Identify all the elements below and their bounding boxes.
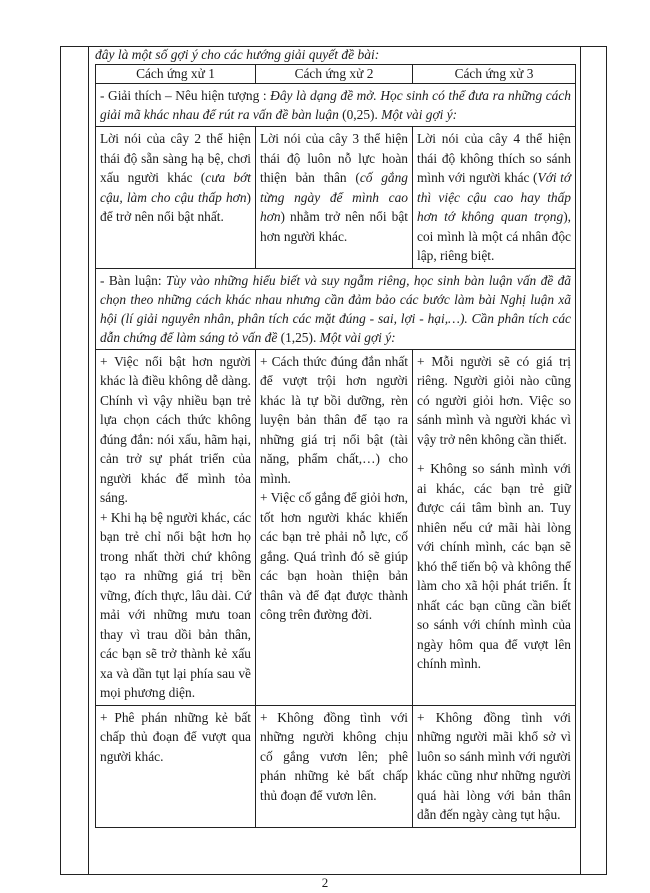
explain-cells-row [96,127,576,269]
discuss-tail: Một vài gợi ý: [319,329,396,345]
answer-table [95,64,576,828]
frame-line-inner-left [88,46,89,874]
frame-line-inner-right [580,46,581,874]
discuss-text: Tùy vào những hiểu biết và suy ngẫm riêng, học sinh bàn luận vấn đề đã chọn theo những cách khác nhau nhưng cần đảm bảo các bước làm bài Nghị luận xã hội (lí giải nguyên nhân, phân tích các mặt đúng - sai, lợi - hại,…). Cần phân tích các dẫn chứng để làm sáng tỏ vấn đề [100,272,571,345]
critique-cell-2: + Không đồng tình với những người không chịu cố gắng vươn lên; phê phán những kẻ bất chấp thủ đoạn để vươn lên. [256,705,413,827]
discuss-score: (1,25). [277,329,320,345]
explain-score: (0,25). [338,107,382,122]
header-cell: Cách ứng xử 3 [413,65,576,84]
explain-paragraph [96,84,576,127]
discuss-cell-2-point-1: + Cách thức đúng đắn nhất để vượt trội hơn người khác là tự bồi dưỡng, rèn luyện bản thân để tạo ra những giá trị nổi bật (tài năng, phẩm chất,…) cho mình. [260,353,408,486]
explain-row [96,84,576,127]
discuss-label: - Bàn luận: [100,272,166,288]
discuss-cell-1 [96,349,256,705]
header-row [96,65,576,84]
discuss-cells-row [96,349,576,705]
discuss-cell-3 [413,349,576,705]
header-cell: Cách ứng xử 1 [96,65,256,84]
page-number: 2 [321,875,329,890]
discuss-row [96,268,576,349]
explain-cell-1: Lời nói của cây 2 thể hiện thái độ sẵn sàng hạ bệ, chơi xấu người khác (cưa bớt cậu, làm cho cậu thấp hơn) để trở nên nổi bật nhất. [96,127,256,269]
intro-text: đây là một số gợi ý cho các hướng giải quyết đề bài: [95,47,380,62]
discuss-cell-2-point-2: + Việc cố gắng để giỏi hơn, tốt hơn người khác khiến các bạn trẻ phải nỗ lực, cố gắng. Quá trình đó sẽ giúp các bạn hoàn thiện bản thân và để đạt được thành công trên đường đời. [260,490,408,622]
frame-line-right [606,46,607,874]
explain-tail: Một vài gợi ý: [381,107,458,122]
explain-cell-2: Lời nói của cây 3 thể hiện thái độ luôn nỗ lực hoàn thiện bản thân (cố gắng từng ngày để mình cao hơn) nhằm trở nên nổi bật hơn người khác. [256,127,413,269]
critique-cell-1: + Phê phán những kẻ bất chấp thủ đoạn để vượt qua người khác. [96,705,256,827]
critique-row [96,705,576,827]
discuss-cell-1-point-1: + Việc nổi bật hơn người khác là điều không dễ dàng. Chính vì vậy nhiều bạn trẻ lựa chọn cách thức không đúng đắn: nói xấu, hãm hại, cản trở sự phát triển của người khác để mình tỏa sáng. [100,353,251,505]
discuss-cell-1-point-2: + Khi hạ bệ người khác, các bạn trẻ chỉ nổi bật hơn họ trong nhất thời chứ không tạo ra những giá trị bền vững, đích thực, lâu dài. Cứ mải với những mưu toan thay vì trau dồi bản thân, các bạn sẽ trở thành kẻ xấu xa và dần tụt lại phía sau về mọi phương diện. [100,509,251,700]
header-cell: Cách ứng xử 2 [256,65,413,84]
paragraph-gap [417,449,571,459]
discuss-cell-2 [256,349,413,705]
explain-cell-3: Lời nói của cây 4 thể hiện thái độ không thích so sánh mình với người khác (Với tớ thì việc cậu cao hay thấp hơn tớ không quan trọng), coi mình là một cá nhân độc lập, riêng biệt. [413,127,576,269]
critique-cell-3: + Không đồng tình với những người mãi khổ sở vì luôn so sánh mình với người khác cũng như những người quá hài lòng với bản thân dẫn đến ngày càng tụt hậu. [413,705,576,827]
discuss-cell-3-point-1: + Mỗi người sẽ có giá trị riêng. Người giỏi nào cũng có người giỏi hơn. Việc so sánh mình và người khác vì vậy trở nên không cần thiết. [417,353,571,447]
explain-label: - Giải thích – Nêu hiện tượng : [100,88,271,103]
discuss-paragraph [96,268,576,349]
explain-text: Đây là dạng đề mở. Học sinh có thể đưa ra những cách giải mã khác nhau để rút ra vấn đề bàn luận [100,88,571,122]
discuss-cell-3-point-2: + Không so sánh mình với ai khác, các bạn trẻ giữ được cái tâm bình an. Tuy nhiên nếu cứ mãi hài lòng với chính mình, các bạn sẽ khó thể tiến bộ và không thể làm cho xã hội phát triển. Ít nhất các bạn cũng cần biết so sánh với chính mình của ngày hôm qua để vượt lên chính mình. [417,461,571,671]
frame-line-left [60,46,61,874]
